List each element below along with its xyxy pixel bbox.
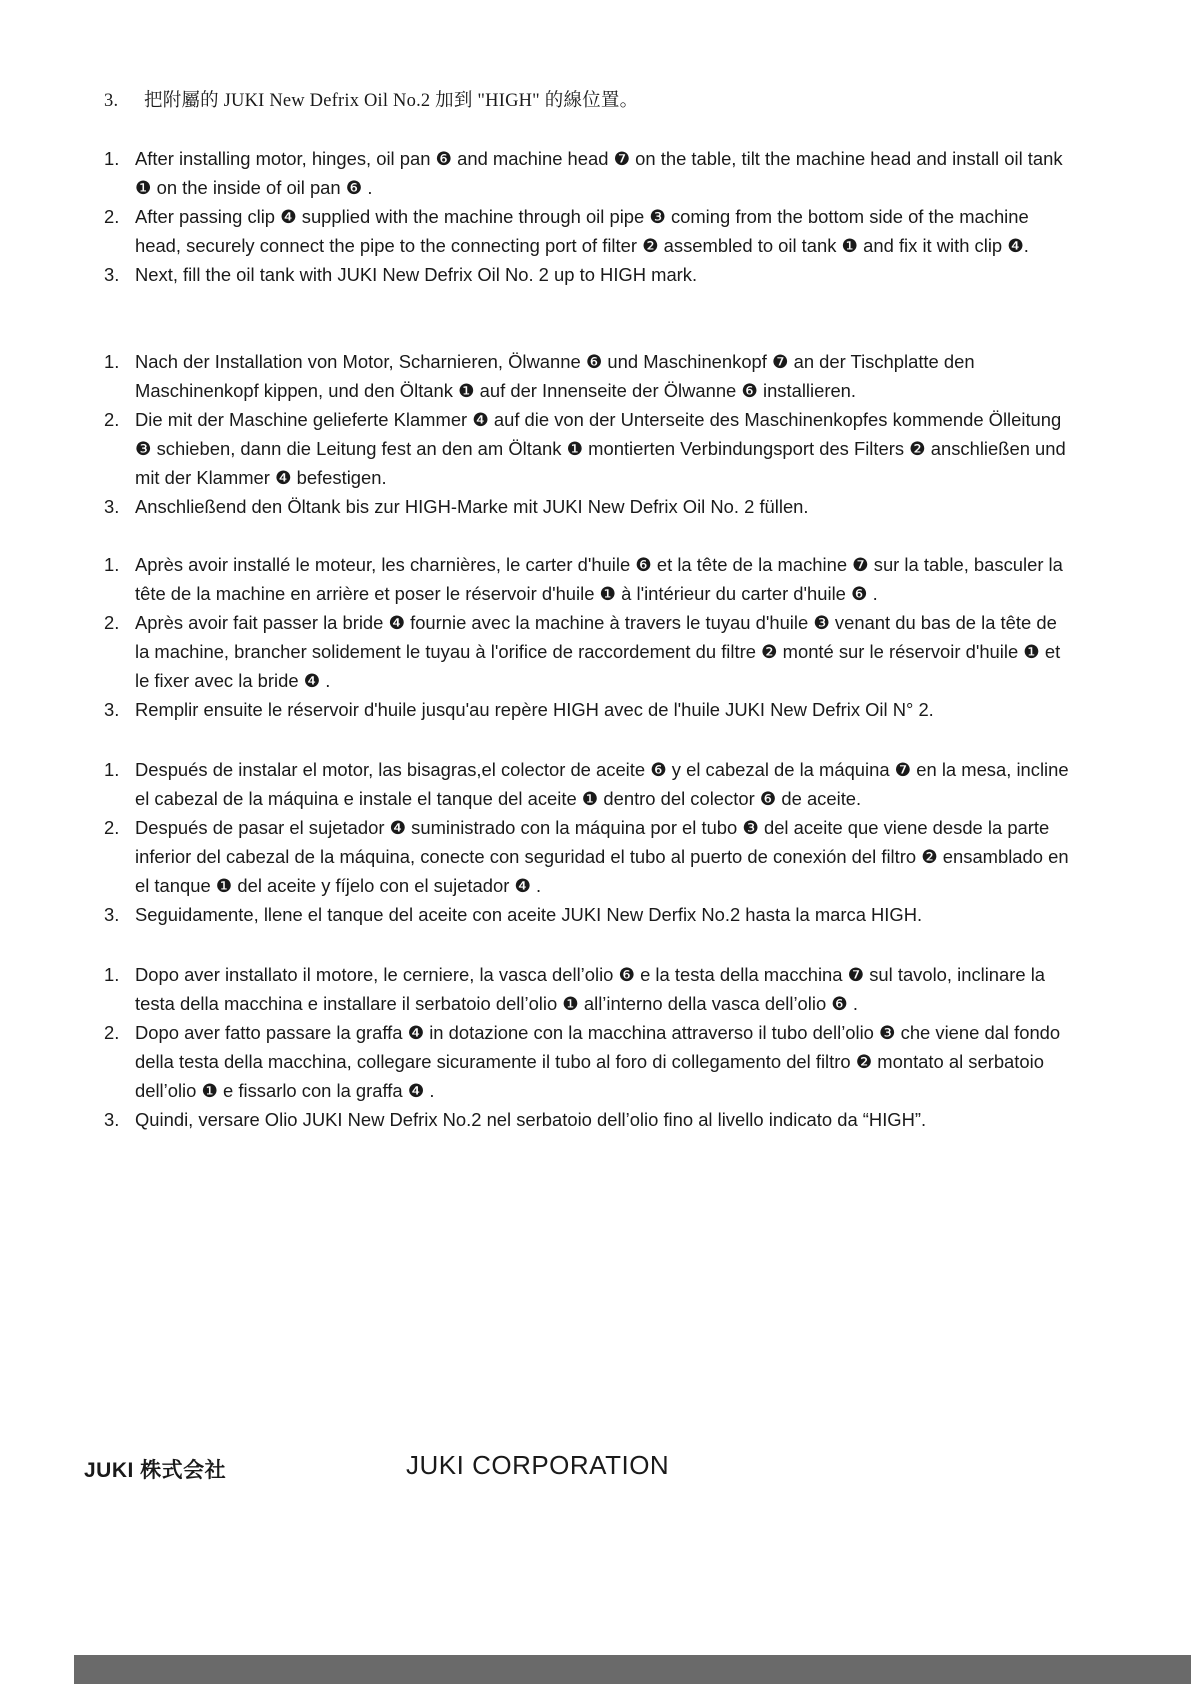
- step-number: 3.: [104, 1109, 120, 1130]
- step-text: Dopo aver installato il motore, le cerniere, la vasca dell’olio ❻ e la testa della macchina ❼ sul tavolo, inclinare la testa della macchina e installare il serbatoio dell’olio ❶ all’interno della vasca dell’olio ❻ .: [135, 964, 1046, 1014]
- step-text: Remplir ensuite le réservoir d'huile jusqu'au repère HIGH avec de l'huile JUKI New Defrix Oil N° 2.: [135, 699, 934, 720]
- step-number: 2.: [104, 817, 120, 838]
- german-step-2: [104, 405, 1076, 492]
- step-text: Dopo aver fatto passare la graffa ❹ in dotazione con la macchina attraverso il tubo dell’olio ❸ che viene dal fondo della testa della macchina, collegare sicuramente il tubo al foro di collegamento del filtro ❷ montato al serbatoio dell’olio ❶ e fissarlo con la graffa ❹ .: [135, 1022, 1061, 1101]
- step-number: 3.: [104, 91, 119, 111]
- italian-instructions: [104, 960, 1076, 1134]
- spanish-step-1: [104, 755, 1076, 813]
- step-text: Quindi, versare Olio JUKI New Defrix No.2 nel serbatoio dell’olio fino al livello indicato da “HIGH”.: [135, 1109, 927, 1130]
- step-number: 1.: [104, 964, 120, 985]
- english-step-3: [104, 260, 1076, 289]
- step-text: 把附屬的 JUKI New Defrix Oil No.2 加到 "HIGH" 的線位置。: [144, 91, 639, 111]
- step-number: 2.: [104, 206, 120, 227]
- french-step-1: [104, 550, 1076, 608]
- german-step-3: [104, 492, 1076, 521]
- spanish-step-2: [104, 813, 1076, 900]
- bottom-bar: [74, 1655, 1191, 1684]
- italian-step-1: [104, 960, 1076, 1018]
- english-step-1: [104, 144, 1076, 202]
- step-text: Après avoir fait passer la bride ❹ fournie avec la machine à travers le tuyau d'huile ❸ venant du bas de la tête de la machine, brancher solidement le tuyau à l'orifice de raccordement du filtre ❷ monté sur le réservoir d'huile ❶ et le fixer avec la bride ❹ .: [135, 612, 1061, 691]
- english-instructions: [104, 144, 1076, 289]
- step-text: After passing clip ❹ supplied with the machine through oil pipe ❸ coming from the bottom side of the machine head, securely connect the pipe to the connecting port of filter ❷ assembled to oil tank ❶ and fix it with clip ❹.: [135, 206, 1029, 256]
- step-text: Después de pasar el sujetador ❹ suministrado con la máquina por el tubo ❸ del aceite que viene desde la parte inferior del cabezal de la máquina, conecte con seguridad el tubo al puerto de conexión del filtro ❷ ensamblado en el tanque ❶ del aceite y fíjelo con el sujetador ❹ .: [135, 817, 1069, 896]
- step-text: Después de instalar el motor, las bisagras,el colector de aceite ❻ y el cabezal de la máquina ❼ en la mesa, incline el cabezal de la máquina e instale el tanque del aceite ❶ dentro del colector ❻ de aceite.: [135, 759, 1069, 809]
- step-text: After installing motor, hinges, oil pan ❻ and machine head ❼ on the table, tilt the machine head and install oil tank ❶ on the inside of oil pan ❻ .: [135, 148, 1063, 198]
- step-text: Next, fill the oil tank with JUKI New Defrix Oil No. 2 up to HIGH mark.: [135, 264, 698, 285]
- step-number: 3.: [104, 264, 120, 285]
- italian-step-3: [104, 1105, 1076, 1134]
- french-instructions: [104, 550, 1076, 724]
- step-number: 2.: [104, 612, 120, 633]
- step-text: Nach der Installation von Motor, Scharnieren, Ölwanne ❻ und Maschinenkopf ❼ an der Tischplatte den Maschinenkopf kippen, und den Öltank ❶ auf der Innenseite der Ölwanne ❻ installieren.: [135, 351, 975, 401]
- french-step-3: [104, 695, 1076, 724]
- step-number: 3.: [104, 496, 120, 517]
- step-number: 3.: [104, 904, 120, 925]
- italian-step-2: [104, 1018, 1076, 1105]
- spanish-instructions: [104, 755, 1076, 929]
- step-text: Die mit der Maschine gelieferte Klammer ❹ auf die von der Unterseite des Maschinenkopfes kommende Ölleitung ❸ schieben, dann die Leitung fest an den am Öltank ❶ montierten Verbindungsport des Filters ❷ anschließen und mit der Klammer ❹ befestigen.: [135, 409, 1066, 488]
- spanish-step-3: [104, 900, 1076, 929]
- step-text: Seguidamente, llene el tanque del aceite con aceite JUKI New Derfix No.2 hasta la marca HIGH.: [135, 904, 923, 925]
- step-number: 1.: [104, 759, 120, 780]
- step-number: 1.: [104, 148, 120, 169]
- german-instructions: [104, 347, 1076, 521]
- step-text: Anschließend den Öltank bis zur HIGH-Marke mit JUKI New Defrix Oil No. 2 füllen.: [135, 496, 809, 517]
- step-number: 2.: [104, 409, 120, 430]
- step-number: 3.: [104, 699, 120, 720]
- footer-japanese-company: JUKI 株式会社: [84, 1459, 227, 1482]
- footer-english-company: JUKI CORPORATION: [406, 1450, 670, 1480]
- step-number: 2.: [104, 1022, 120, 1043]
- english-step-2: [104, 202, 1076, 260]
- chinese-step-3: [104, 86, 638, 112]
- step-number: 1.: [104, 351, 120, 372]
- french-step-2: [104, 608, 1076, 695]
- step-number: 1.: [104, 554, 120, 575]
- german-step-1: [104, 347, 1076, 405]
- step-text: Après avoir installé le moteur, les charnières, le carter d'huile ❻ et la tête de la machine ❼ sur la table, basculer la tête de la machine en arrière et poser le réservoir d'huile ❶ à l'intérieur du carter d'huile ❻ .: [135, 554, 1063, 604]
